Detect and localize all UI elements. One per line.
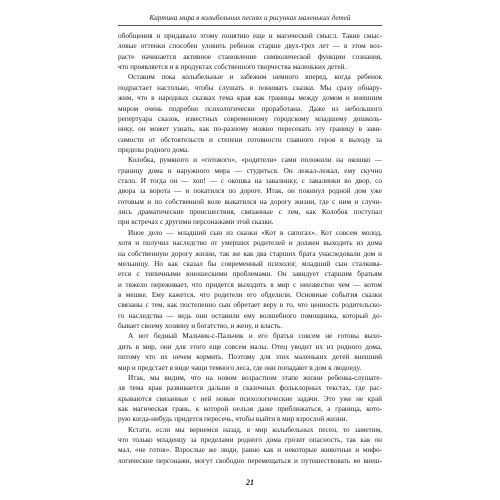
text-line: связаны с тем, как постепенно сын обретает веру в то, что ценность родительско- (118, 301, 382, 310)
header-divider (118, 25, 382, 26)
text-line: готовым и по собственной воле выкатился на дорогу жизни, где с ним и случи- (118, 197, 382, 206)
text-line: двора за ворота — и покатился по дороге. Итак, он покинул родной дом уже (118, 187, 382, 196)
text-line: дить в мир, они для этого еще совсем малы. Отец уводит их из родного дома, (118, 342, 382, 351)
text-line: границу дома и наружного мира — студиться. Он лежал-лежал, ему скучно (118, 166, 382, 175)
paragraph (118, 72, 382, 155)
body-text (118, 31, 382, 466)
text-line: на собственную дорогу жизни, так же как два старших брата унаследовали дом и (118, 249, 382, 258)
text-line: ется с типичными юношескими проблемами. Он завидует старшим братьям (118, 270, 382, 279)
paragraph (118, 331, 382, 372)
text-line: Иное дело — младший сын из сказки «Кот в сапогах». Кот совсем молод, (128, 228, 382, 237)
text-line: крываются связанные с ней новые психологические задачи. Это уже не край (118, 394, 382, 403)
paragraph (118, 228, 382, 332)
text-line: стало. И тогда он — хоп! — с окошка на завалинку, с завалинки во двор, со (118, 177, 382, 186)
text-line: расте начинается активное становление символической функции сознания, (118, 52, 382, 61)
text-line: обобщения и придавало этому понятию еще и магический смысл. Такие смыс- (118, 32, 382, 40)
text-line: нику, он может узнать, как по-разному можно пересекать эту границу в зави- (118, 125, 382, 134)
text-line: при встречах с другими персонажами этой сказки. (118, 218, 274, 227)
text-line: Итак, мы видим, что на новом возрастном этапе жизни ребенка-слушате- (128, 373, 382, 382)
text-line: как магическая грань, к которой нельзя даже приближаться, а граница, кото- (118, 404, 382, 413)
text-line: рую когда-нибудь придется пересечь, чтобы выйти в мир взрослой жизни. (118, 415, 348, 424)
text-line: А вот бедный Мальчик-с-Пальчик и его братья совсем не готовы выхо- (128, 332, 382, 341)
paragraph (118, 31, 382, 72)
text-line: потому что их нечем кормить. Поэтому для этих маленьких детей внешний (118, 353, 382, 362)
text-line: пределы родного дома. (118, 145, 190, 154)
paragraph (118, 155, 382, 228)
text-line: мельницу. Но как сказал бы современный психолог, младший сын сталкива- (118, 259, 382, 268)
text-line: мир и предстает в виде чащи темного леса, где они попадают в дом к людоеду. (118, 363, 362, 372)
text-line: Оставим пока колыбельные и забежим немного вперед, когда ребенок (128, 73, 382, 82)
running-header: Картина мира в колыбельных песнях и рисунках маленьких детей (149, 14, 351, 22)
text-line: логические персонажи, могут свободно перемещаться и путешествовать во внеш- (118, 456, 382, 465)
text-line: мал, «не готов». Взрослые же люди, равно как и некоторые животные и мифо- (118, 446, 382, 455)
text-line: миром очень подробно психологически проработана. Даже из небольшого (118, 104, 382, 113)
text-line: в мешке. Ему кажется, что родители его обделили. Основные события сказки (118, 290, 382, 299)
text-line: лись драматические происшествия, связанные с тем, как Колобок поступал (118, 208, 382, 217)
text-line: симости от обстоятельств и степени готовности главного героя к выходу за (118, 135, 382, 144)
text-line: Колобка, румяного и «готового», «родители» сами положили на окошко — (128, 156, 382, 165)
text-line: ловые оттенки способен уловить ребенок старше двух-трех лет — в этом воз- (118, 42, 382, 51)
text-line: бывает своему хозяину и богатство, и жену, и власть. (118, 322, 283, 331)
text-line: Кстати, если мы вернемся назад, в мир колыбельных песен, то заметим, (128, 425, 382, 434)
text-line: го наследства — ведь они оставили ему волшебного помощника, который до- (118, 311, 382, 320)
paragraph (118, 373, 382, 425)
text-line: хотя и получил наследство от умерших родителей и должен выходить из дома (118, 239, 382, 248)
text-line: ля тема края развивается дальше в сказочных фольклорных текстах, где рас- (118, 384, 382, 393)
paragraph (118, 425, 382, 466)
text-line: и тяжело переживает, что придется выходить в мир с неизвестно чем — котом (118, 280, 382, 289)
text-line: репертуара сказок, известных современному городскому младшему дошколь- (118, 114, 382, 123)
text-line: жим, что в народных сказках тема края как границы между домом и внешним (118, 94, 382, 103)
text-line: что проявляется и в продуктах собственного творчества маленьких детей. (118, 63, 347, 72)
page-number: 21 (246, 478, 254, 487)
text-line: подрастает настолько, чтобы слушать и понимать сказки. Мы сразу обнару- (118, 83, 382, 92)
text-line: что только младенцу за пределами родного дома грозит опасность, так как он (118, 436, 382, 445)
